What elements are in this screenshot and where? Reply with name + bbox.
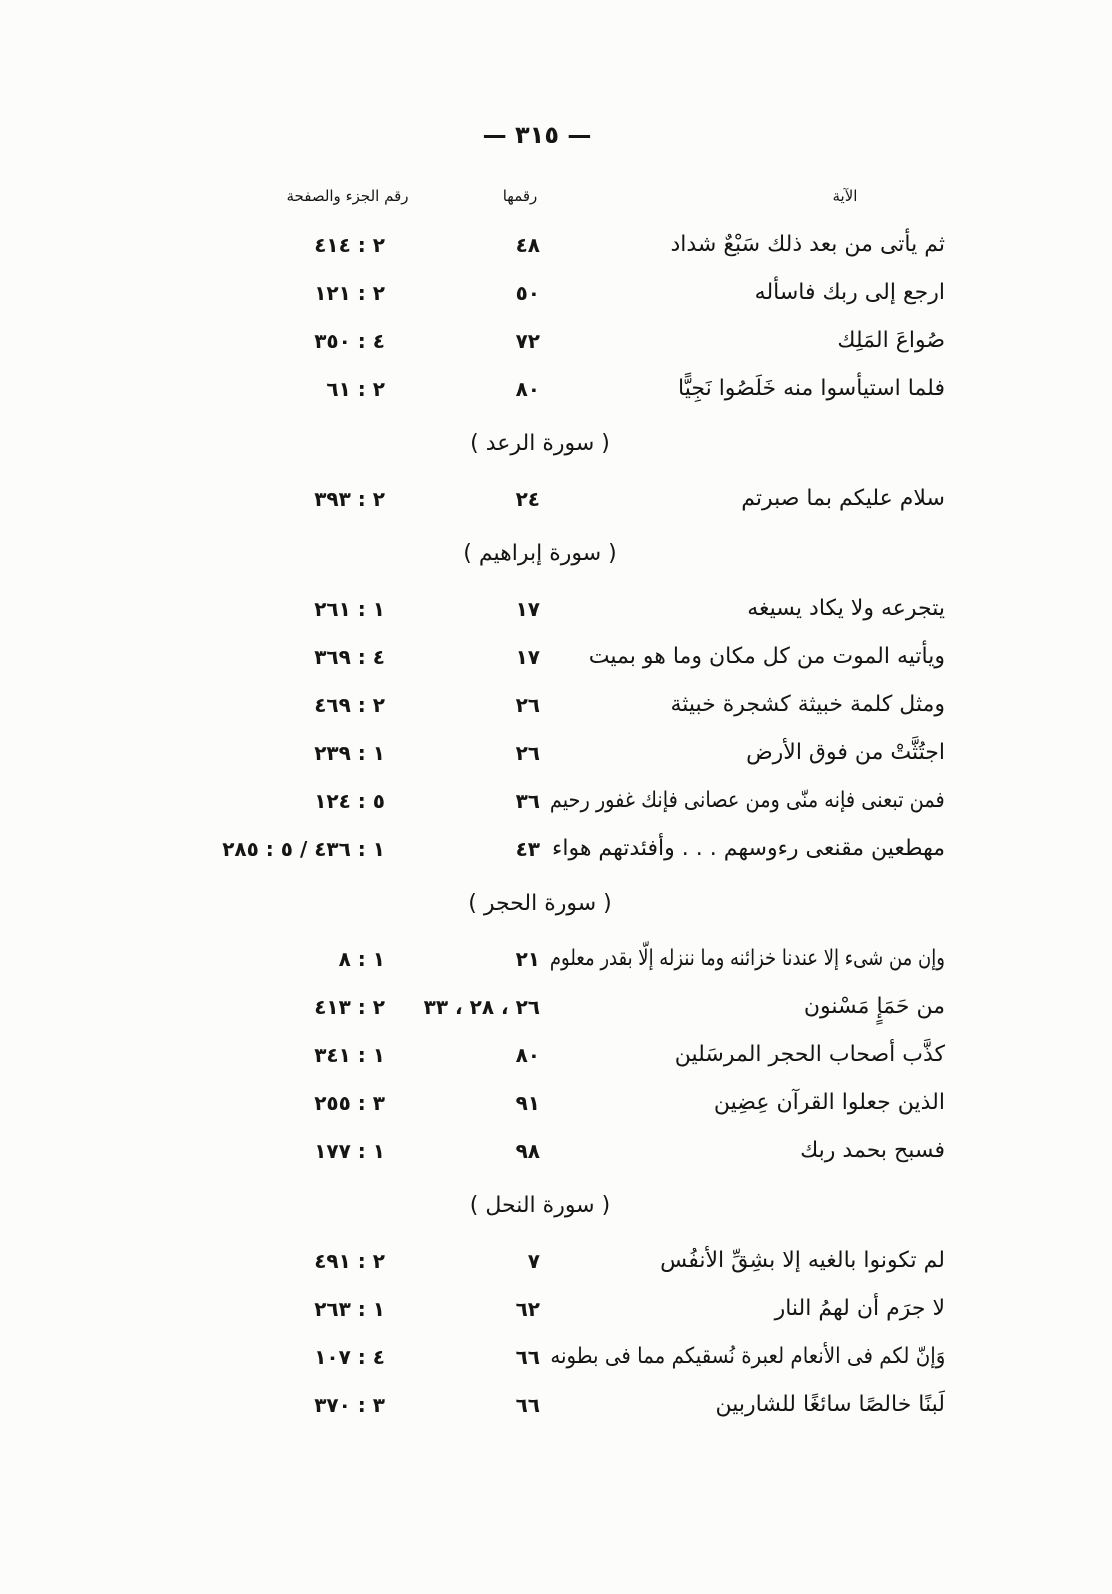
verse-number-cell [390,1285,540,1333]
verse-text: صُواعَ المَلِك [837,328,945,353]
volume-page-reference: ٢ : ٦١ [326,377,385,401]
verse-text-cell [550,221,945,269]
verse-text: لم تكونوا بالغيه إلا بشِقِّ الأنفُس [660,1248,945,1273]
verse-number: ٢١ [515,947,540,971]
sura-title: ( سورة الحجر ) [468,891,612,916]
sura-heading [0,873,1112,935]
verse-text: مهطعين مقنعى رءوسهم . . . وأفئدتهم هواء [552,836,945,861]
volume-page-reference: ٢ : ٣٩٣ [314,487,385,511]
volume-page-reference: ١ : ٢٣٩ [314,741,385,765]
verse-text: ثم يأتى من بعد ذلك سَبْعٌ شداد [670,232,945,257]
verse-text-cell [550,365,945,413]
verse-text-cell [550,317,945,365]
verse-text-cell [550,935,945,983]
verse-text-cell [550,1333,945,1381]
volume-page-reference: ١ : ٤٣٦ / ٥ : ٢٨٥ [222,837,385,861]
verse-number-cell [390,983,540,1031]
verse-text: من حَمَإٍ مَسْنون [803,994,945,1019]
verse-text-cell [550,681,945,729]
verse-text-cell [550,777,945,825]
verse-number: ٢٤ [515,487,540,511]
index-row [0,729,1112,777]
verse-number: ٢٦ [515,741,540,765]
header-volume-page: رقم الجزء والصفحة [286,187,409,205]
verse-number: ٢٦ [515,693,540,717]
volume-page-reference: ١ : ٢٦١ [314,597,385,621]
verse-number: ٨٠ [515,1043,540,1067]
sura-title: ( سورة إبراهيم ) [463,541,617,566]
verse-number-cell [390,1381,540,1429]
volume-page-cell [175,777,385,825]
volume-page-cell [175,935,385,983]
index-row [0,1237,1112,1285]
verse-text: اجتُثَّتْ من فوق الأرض [746,740,945,765]
verse-text-cell [550,475,945,523]
column-header-row [0,171,1112,221]
verse-number: ٥٠ [515,281,540,305]
volume-page-cell [175,1127,385,1175]
volume-page-cell [175,1031,385,1079]
verse-text-cell [550,825,945,873]
verse-number: ٢٦ ، ٢٨ ، ٣٣ [423,995,540,1019]
volume-page-reference: ١ : ٨ [338,947,385,971]
verse-number-cell [390,1079,540,1127]
volume-page-reference: ٤ : ٣٦٩ [314,645,385,669]
index-row [0,1031,1112,1079]
verse-number-cell [390,935,540,983]
verse-text: لا جرَم أن لهمُ النار [774,1296,945,1321]
verse-text: سلام عليكم بما صبرتم [741,486,945,511]
index-row [0,777,1112,825]
volume-page-reference: ٢ : ٤١٤ [314,233,385,257]
verse-number: ٧ [527,1249,540,1273]
verse-number: ٤٨ [515,233,540,257]
volume-page-cell [175,475,385,523]
volume-page-cell [175,585,385,633]
index-row [0,475,1112,523]
verse-number: ٩٨ [515,1139,540,1163]
index-row [0,1127,1112,1175]
verse-text-cell [550,983,945,1031]
verse-text: فسبح بحمد ربك [800,1138,945,1163]
verse-number: ١٧ [515,597,540,621]
verse-number-cell [390,1127,540,1175]
volume-page-reference: ٥ : ١٢٤ [314,789,385,813]
index-row [0,365,1112,413]
verse-text-cell [550,1031,945,1079]
verse-text-cell [550,1079,945,1127]
volume-page-reference: ٢ : ١٢١ [314,281,385,305]
volume-page-cell [175,365,385,413]
volume-page-reference: ١ : ٢٦٣ [314,1297,385,1321]
volume-page-cell [175,317,385,365]
volume-page-cell [175,221,385,269]
index-row [0,1381,1112,1429]
volume-page-reference: ٤ : ٣٥٠ [314,329,385,353]
volume-page-reference: ٤ : ١٠٧ [314,1345,385,1369]
volume-page-cell [175,1333,385,1381]
header-verse-number: رقمها [502,187,538,205]
index-row [0,983,1112,1031]
volume-page-reference: ٢ : ٤٩١ [314,1249,385,1273]
verse-number-cell [390,1237,540,1285]
verse-number-cell [390,825,540,873]
index-row [0,633,1112,681]
verse-text-cell [550,1237,945,1285]
verse-text: كذَّب أصحاب الحجر المرسَلين [674,1042,945,1067]
volume-page-reference: ١ : ١٧٧ [314,1139,385,1163]
sura-heading [0,523,1112,585]
verse-number-cell [390,777,540,825]
verse-text-cell [550,1127,945,1175]
verse-number: ٦٦ [515,1345,540,1369]
sura-heading [0,1175,1112,1237]
verse-text-cell [550,633,945,681]
volume-page-reference: ٢ : ٤٦٩ [314,693,385,717]
volume-page-reference: ٣ : ٣٧٠ [314,1393,385,1417]
header-verse: الآية [832,187,858,205]
verse-text-cell [550,585,945,633]
verse-number: ٦٦ [515,1393,540,1417]
verse-number-cell [390,633,540,681]
sura-heading [0,413,1112,475]
index-row [0,1285,1112,1333]
index-row [0,825,1112,873]
volume-page-cell [175,825,385,873]
verse-number-cell [390,729,540,777]
verse-text-cell [550,1285,945,1333]
index-row [0,935,1112,983]
verse-number-cell [390,221,540,269]
verse-text: ويأتيه الموت من كل مكان وما هو بميت [588,644,945,669]
volume-page-cell [175,983,385,1031]
verse-number: ١٧ [515,645,540,669]
verse-number-cell [390,1031,540,1079]
index-row [0,1333,1112,1381]
verse-text: الذين جعلوا القرآن عِضِين [713,1090,945,1115]
volume-page-reference: ٢ : ٤١٣ [314,995,385,1019]
verse-text: فمن تبعنى فإنه منّى ومن عصانى فإنك غفور رحيم [550,788,945,813]
verse-number: ٣٦ [515,789,540,813]
volume-page-cell [175,1285,385,1333]
verse-number-cell [390,269,540,317]
index-row [0,681,1112,729]
verse-number: ٨٠ [515,377,540,401]
verse-number-cell [390,585,540,633]
verse-text: يتجرعه ولا يكاد يسيغه [747,596,945,621]
volume-page-cell [175,681,385,729]
index-row [0,585,1112,633]
volume-page-cell [175,1237,385,1285]
verse-number: ٧٢ [515,329,540,353]
volume-page-cell [175,1381,385,1429]
verse-text: ارجع إلى ربك فاسأله [754,280,945,305]
verse-text: ومثل كلمة خبيثة كشجرة خبيثة [670,692,945,717]
verse-number-cell [390,365,540,413]
volume-page-cell [175,1079,385,1127]
page-number: — ٣١٥ — [482,121,592,149]
volume-page-cell [175,269,385,317]
verse-text: وإن من شىء إلا عندنا خزائنه وما ننزله إلّا بقدر معلوم [549,946,945,971]
verse-index-table [0,171,1112,1429]
sura-title: ( سورة الرعد ) [470,431,610,456]
verse-number-cell [390,1333,540,1381]
verse-number: ٩١ [515,1091,540,1115]
verse-text: وَإنّ لكم فى الأنعام لعبرة نُسقيكم مما فى بطونه [550,1344,945,1369]
volume-page-reference: ٣ : ٢٥٥ [314,1091,385,1115]
verse-text-cell [550,269,945,317]
verse-number: ٦٢ [515,1297,540,1321]
verse-text-cell [550,729,945,777]
volume-page-cell [175,729,385,777]
verse-text: لَبنًا خالصًا سائغًا للشاربين [715,1392,945,1417]
index-row [0,269,1112,317]
index-row [0,1079,1112,1127]
index-row [0,317,1112,365]
volume-page-cell [175,633,385,681]
volume-page-reference: ١ : ٣٤١ [314,1043,385,1067]
sura-title: ( سورة النحل ) [469,1193,611,1218]
index-row [0,221,1112,269]
verse-text-cell [550,1381,945,1429]
verse-number: ٤٣ [515,837,540,861]
verse-number-cell [390,475,540,523]
verse-number-cell [390,681,540,729]
verse-number-cell [390,317,540,365]
verse-text: فلما استيأسوا منه خَلَصُوا نَجِيًّا [678,376,945,401]
